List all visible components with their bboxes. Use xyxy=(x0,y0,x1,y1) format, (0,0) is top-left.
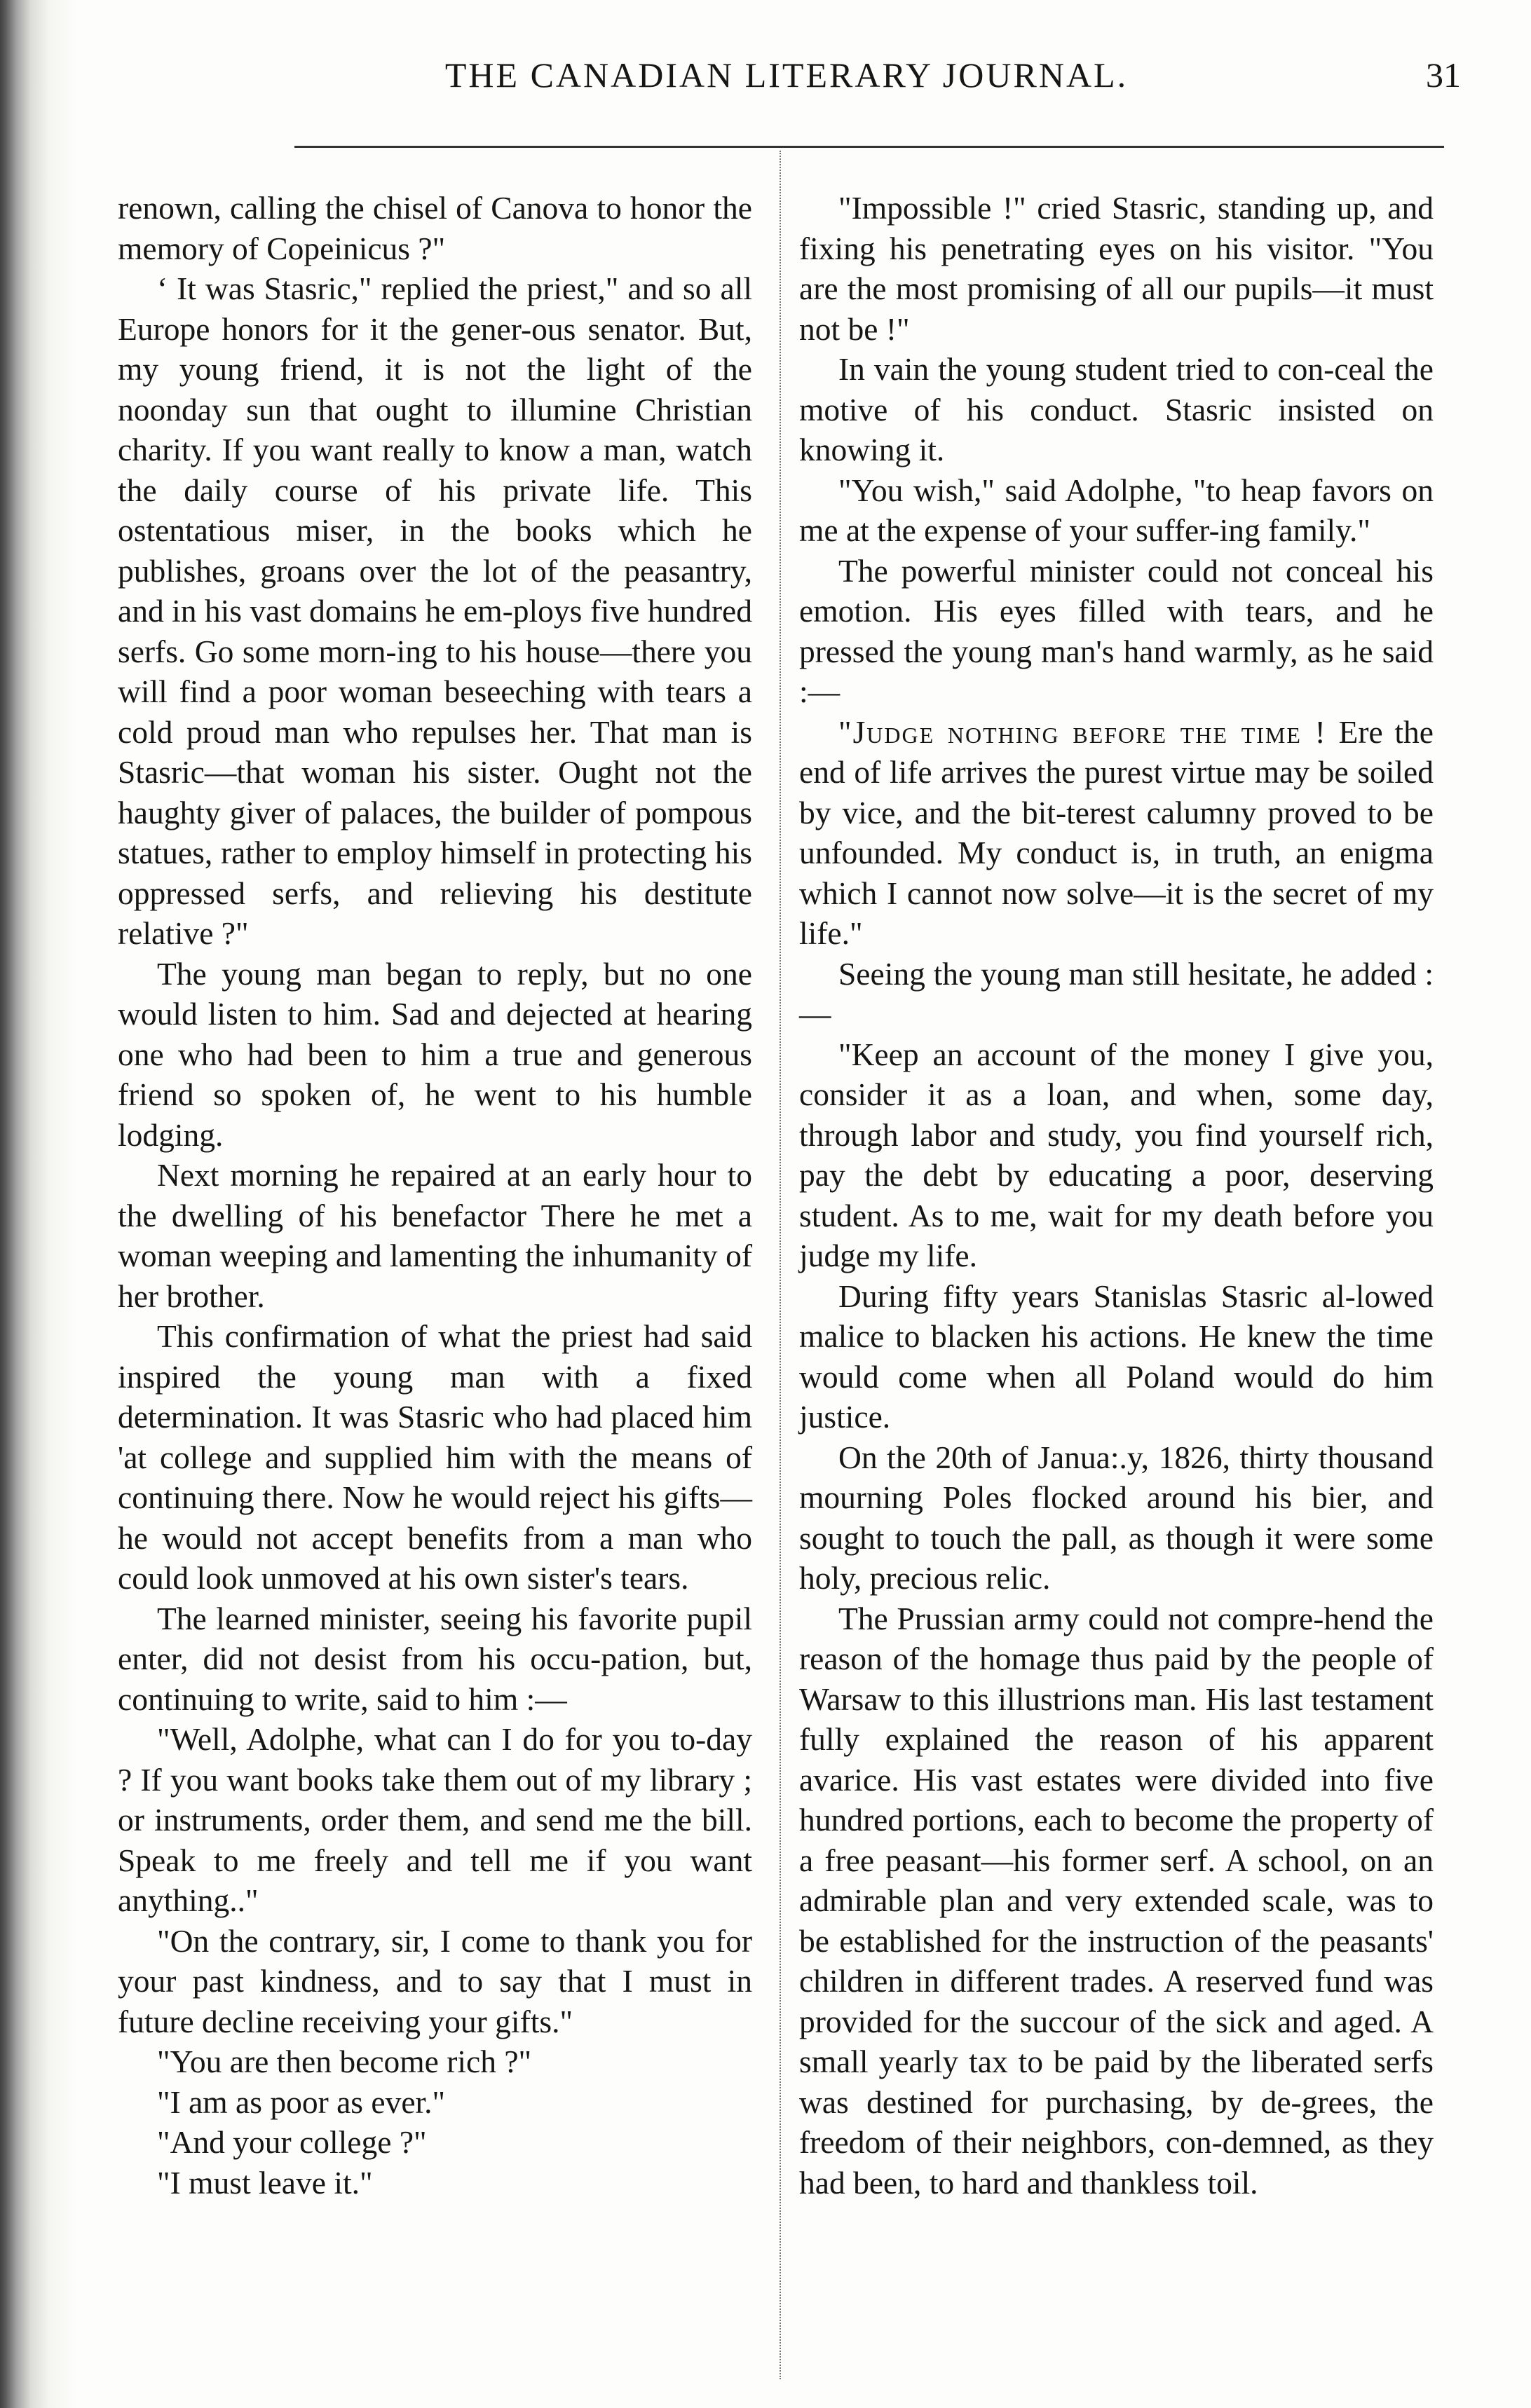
paragraph: The young man began to reply, but no one would listen to him. Sad and dejected at hearing one who had been to him a true and generous friend so spoken of, he went to his humble lodging. xyxy=(118,955,752,1153)
paragraph: In vain the young student tried to con-ceal the motive of his conduct. Stasric insisted on knowing it. xyxy=(799,351,1434,467)
page-number: 31 xyxy=(1426,55,1461,95)
paragraph: This confirmation of what the priest had said inspired the young man with a fixed determination. It was Stasric who had placed him 'at college and supplied him with the means of continuing there. Now he would reject his gifts—he would not accept benefits from a man who could look unmoved at his own sister's tears. xyxy=(118,1318,752,1596)
paragraph: "Keep an account of the money I give you, consider it as a loan, and when, some day, through labor and study, you find yourself rich, pay the debt by educating a poor, deserving student. As to me, wait for my death before you judge my life. xyxy=(799,1036,1434,1273)
paragraph: The Prussian army could not compre-hend the reason of the homage thus paid by the people of Warsaw to this illustrions man. His last testament fully explained the reason of his apparent avarice. His vast estates were divided into five hundred portions, each to become the property of a free peasant—his former serf. A school, on an admirable plan and very extended scale, was to be established for the instruction of the peasants' children in different trades. A reserved fund was provided for the succour of the sick and aged. A small yearly tax to be paid by the liberated serfs was destined for purchasing, by de-grees, the freedom of their neighbors, con-demned, as they had been, to hard and thankless toil. xyxy=(799,1600,1434,2201)
paragraph: Next morning he repaired at an early hour to the dwelling of his benefactor There he met a woman weeping and lamenting the inhumanity of her brother. xyxy=(118,1157,752,1314)
column-divider xyxy=(780,151,781,2379)
paragraph: The powerful minister could not conceal his emotion. His eyes filled with tears, and he pressed the young man's hand warmly, as he said :— xyxy=(799,552,1434,709)
paragraph-text: Ere the end of life arrives the purest virtue may be soiled by vice, and the bit-terest calumny proved to be unfounded. My conduct is, in truth, an enigma which I cannot now solve—it is the secret of my life." xyxy=(799,713,1434,951)
paragraph: ‘ It was Stasric," replied the priest," and so all Europe honors for it the gener-ous senator. But, my young friend, it is not the light of the noonday sun that ought to illumine Christian charity. If you want really to know a man, watch the daily course of his private life. This ostentatious miser, in the books which he publishes, groans over the lot of the peasantry, and in his vast domains he em-ploys five hundred serfs. Go some morn-ing to his house—there you will find a poor woman beseeching with tears a cold proud man who repulses her. That man is Stasric—that woman his sister. Ought not the haughty giver of palaces, the builder of pompous statues, rather to employ himself in protecting his oppressed serfs, and relieving his destitute relative ?" xyxy=(118,271,752,951)
paragraph: "Well, Adolphe, what can I do for you to-day ? If you want books take them out of my library ; or instruments, order them, and send me the bill. Speak to me freely and tell me if you want anything.." xyxy=(118,1721,752,1918)
dialogue-line: "And your college ?" xyxy=(157,2124,427,2160)
header-rule xyxy=(294,146,1444,148)
running-title: THE CANADIAN LITERARY JOURNAL. xyxy=(444,55,1129,95)
paragraph: During fifty years Stanislas Stasric al-lowed malice to blacken his actions. He knew the time would come when all Poland would do him justice. xyxy=(799,1278,1434,1435)
dialogue-line: "You are then become rich ?" xyxy=(157,2044,532,2079)
paragraph: "You wish," said Adolphe, "to heap favors on me at the expense of your suffer-ing family." xyxy=(799,472,1434,548)
paragraph: "On the contrary, sir, I come to thank you for your past kindness, and to say that I must in future decline receiving your gifts." xyxy=(118,1922,752,2039)
small-caps-lead: "Judge nothing before the time ! xyxy=(838,713,1327,750)
paragraph: renown, calling the chisel of Canova to honor the memory of Copeinicus ?" xyxy=(118,190,752,266)
dialogue-line: "I must leave it." xyxy=(157,2164,373,2201)
page-header xyxy=(112,49,1461,105)
paragraph: The learned minister, seeing his favorite pupil enter, did not desist from his occu-pation, but, continuing to write, said to him :— xyxy=(118,1600,752,1717)
paragraph: On the 20th of Janua:.y, 1826, thirty thousand mourning Poles flocked around his bier, and sought to touch the pall, as though it were some holy, precious relic. xyxy=(799,1439,1434,1596)
left-column xyxy=(118,188,752,2203)
paragraph: Seeing the young man still hesitate, he added :— xyxy=(799,955,1434,1032)
dialogue-line: "I am as poor as ever." xyxy=(157,2084,446,2120)
right-column xyxy=(799,188,1434,2203)
book-binding-edge xyxy=(0,0,77,2408)
paragraph: "Impossible !" cried Stasric, standing up, and fixing his penetrating eyes on his visitor. "You are the most promising of all our pupils—it must not be !" xyxy=(799,190,1434,347)
quoted-paragraph xyxy=(799,712,1434,954)
